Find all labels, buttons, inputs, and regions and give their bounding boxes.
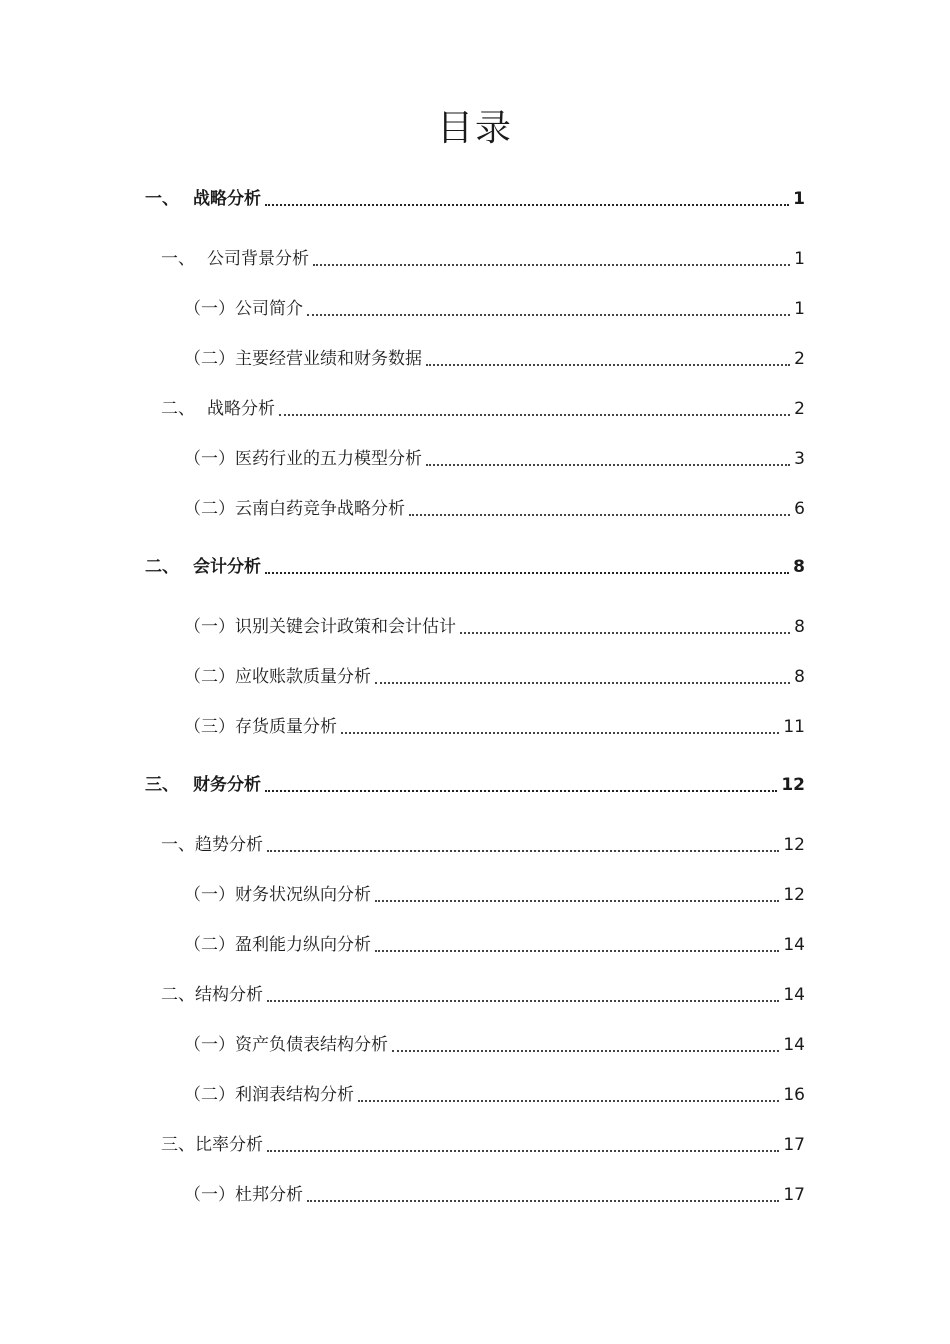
toc-dot-leader (375, 950, 779, 952)
toc-entry-number: 一、 (161, 835, 195, 855)
toc-entry-number: 一、 (145, 189, 179, 209)
toc-entry-title: 医药行业的五力模型分析 (235, 449, 422, 469)
toc-entry[interactable] (184, 1182, 805, 1206)
toc-dot-leader (265, 572, 789, 574)
toc-entry-number: （一） (184, 1185, 235, 1205)
toc-entry-number: （一） (184, 449, 235, 469)
toc-dot-leader (267, 1150, 779, 1152)
toc-entry-number: （一） (184, 1035, 235, 1055)
toc-entry[interactable] (184, 1032, 805, 1056)
toc-dot-leader (267, 1000, 779, 1002)
toc-entry[interactable] (161, 982, 805, 1006)
toc-entry-number: 二、 (161, 985, 195, 1005)
toc-page-number: 12 (781, 775, 805, 795)
toc-page-number: 11 (783, 717, 805, 737)
toc-entry[interactable] (184, 496, 805, 520)
toc-dot-leader (267, 850, 779, 852)
toc-entry-number: （一） (184, 885, 235, 905)
toc-page-number: 17 (783, 1135, 805, 1155)
toc-entry[interactable] (184, 882, 805, 906)
toc-entry-number: （二） (184, 499, 235, 519)
toc-page-number: 1 (794, 249, 805, 269)
toc-entry-title: 财务状况纵向分析 (235, 885, 371, 905)
toc-entry-number: 一、 (161, 249, 195, 269)
toc-page-number: 1 (793, 189, 805, 209)
toc-page-number: 8 (793, 557, 805, 577)
toc-dot-leader (265, 204, 789, 206)
toc-page-number: 2 (794, 399, 805, 419)
toc-dot-leader (358, 1100, 779, 1102)
toc-entry[interactable] (184, 296, 805, 320)
toc-page-number: 2 (794, 349, 805, 369)
toc-page-number: 1 (794, 299, 805, 319)
toc-entry-title: 盈利能力纵向分析 (235, 935, 371, 955)
toc-entry[interactable] (161, 832, 805, 856)
toc-entry-title: 趋势分析 (195, 835, 263, 855)
toc-entry-number: （一） (184, 617, 235, 637)
toc-entry-title: 战略分析 (207, 399, 275, 419)
toc-entry[interactable] (184, 714, 805, 738)
toc-entry[interactable] (184, 664, 805, 688)
toc-entry-title: 战略分析 (193, 189, 261, 209)
toc-entry-number: 二、 (145, 557, 179, 577)
toc-dot-leader (460, 632, 790, 634)
toc-entry-number: （二） (184, 667, 235, 687)
toc-page-number: 14 (783, 935, 805, 955)
toc-entry[interactable] (184, 614, 805, 638)
toc-entry-title: 杜邦分析 (235, 1185, 303, 1205)
toc-entry[interactable] (161, 396, 805, 420)
toc-entry-title: 应收账款质量分析 (235, 667, 371, 687)
toc-entry-title: 识别关键会计政策和会计估计 (235, 617, 456, 637)
toc-entry-number: （二） (184, 935, 235, 955)
toc-entry-title: 云南白药竞争战略分析 (235, 499, 405, 519)
toc-page-number: 14 (783, 1035, 805, 1055)
toc-page-number: 3 (794, 449, 805, 469)
toc-page-number: 8 (794, 667, 805, 687)
toc-entry-number: （一） (184, 299, 235, 319)
toc-page-number: 8 (794, 617, 805, 637)
toc-dot-leader (409, 514, 790, 516)
toc-entry[interactable] (184, 346, 805, 370)
toc-dot-leader (307, 1200, 779, 1202)
toc-dot-leader (375, 900, 779, 902)
toc-page-number: 12 (783, 835, 805, 855)
toc-entry[interactable] (161, 246, 805, 270)
toc-entry[interactable] (145, 186, 805, 210)
toc-dot-leader (426, 364, 790, 366)
toc-entry-number: （二） (184, 349, 235, 369)
toc-entry-number: （二） (184, 1085, 235, 1105)
toc-dot-leader (392, 1050, 779, 1052)
toc-page-number: 14 (783, 985, 805, 1005)
toc-entry-title: 公司简介 (235, 299, 303, 319)
toc-entry-title: 财务分析 (193, 775, 261, 795)
toc-entry-number: 三、 (145, 775, 179, 795)
toc-entry[interactable] (184, 446, 805, 470)
toc-entry[interactable] (184, 932, 805, 956)
toc-entry-title: 存货质量分析 (235, 717, 337, 737)
toc-page-number: 17 (783, 1185, 805, 1205)
toc-entry[interactable] (161, 1132, 805, 1156)
toc-entry-title: 主要经营业绩和财务数据 (235, 349, 422, 369)
toc-dot-leader (307, 314, 790, 316)
toc-entry-title: 会计分析 (193, 557, 261, 577)
toc-dot-leader (375, 682, 790, 684)
page-title: 目录 (436, 108, 513, 149)
toc-entry[interactable] (145, 772, 805, 796)
toc-entry-title: 比率分析 (195, 1135, 263, 1155)
toc-entry[interactable] (145, 554, 805, 578)
toc-entry-title: 公司背景分析 (207, 249, 309, 269)
toc-dot-leader (313, 264, 790, 266)
toc-entry[interactable] (184, 1082, 805, 1106)
toc-page-number: 6 (794, 499, 805, 519)
toc-entry-number: 三、 (161, 1135, 195, 1155)
toc-dot-leader (341, 732, 779, 734)
toc-entry-title: 利润表结构分析 (235, 1085, 354, 1105)
toc-dot-leader (265, 790, 777, 792)
toc-dot-leader (426, 464, 790, 466)
toc-entry-number: 二、 (161, 399, 195, 419)
toc-page-number: 16 (783, 1085, 805, 1105)
toc-page-number: 12 (783, 885, 805, 905)
toc-entry-title: 资产负债表结构分析 (235, 1035, 388, 1055)
toc-entry-number: （三） (184, 717, 235, 737)
toc-entry-title: 结构分析 (195, 985, 263, 1005)
toc-dot-leader (279, 414, 790, 416)
